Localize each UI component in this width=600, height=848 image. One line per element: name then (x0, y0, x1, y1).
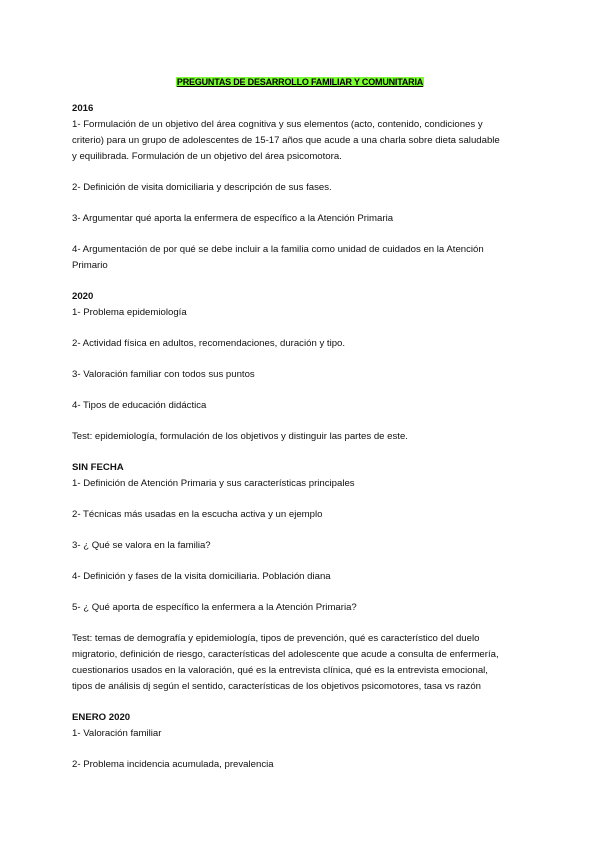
question-sin-fecha-5: 5- ¿ Qué aporta de específico la enfermera a la Atención Primaria? (72, 602, 357, 613)
question-enero-2020-2: 2- Problema incidencia acumulada, prevalencia (72, 759, 274, 770)
section-heading-2016: 2016 (72, 103, 94, 114)
test-2020: Test: epidemiología, formulación de los objetivos y distinguir las partes de este. (72, 431, 408, 442)
section-heading-2020: 2020 (72, 291, 94, 302)
document-title (0, 72, 600, 90)
question-2020-4: 4- Tipos de educación didáctica (72, 400, 207, 411)
document-title-text: PREGUNTAS DE DESARROLLO FAMILIAR Y COMUNITARIA (176, 77, 424, 87)
test-sin-fecha-line-4: tipos de análisis dį según el sentido, características de los objetivos psicomotores, tasa vs razón (72, 681, 482, 692)
test-sin-fecha-line-3: cuestionarios usados en la valoración, qué es la entrevista clínica, qué es la entrevista emocional, (72, 665, 488, 676)
question-sin-fecha-1: 1- Definición de Atención Primaria y sus características principales (72, 478, 355, 489)
question-2016-3: 3- Argumentar qué aporta la enfermera de específico a la Atención Primaria (72, 213, 394, 224)
question-2016-1-line-2: criterio) para un grupo de adolescentes de 15-17 años que acude a una charla sobre dieta saludable (72, 135, 500, 146)
section-heading-enero-2020: ENERO 2020 (72, 712, 131, 723)
question-2016-1-line-3: y equilibrada. Formulación de un objetivo del área psicomotora. (72, 151, 342, 162)
question-sin-fecha-3: 3- ¿ Qué se valora en la familia? (72, 540, 211, 551)
section-heading-sin-fecha: SIN FECHA (72, 462, 124, 473)
question-enero-2020-1: 1- Valoración familiar (72, 728, 162, 739)
question-2016-2: 2- Definición de visita domiciliaria y descripción de sus fases. (72, 182, 332, 193)
test-sin-fecha-line-1: Test: temas de demografía y epidemiología, tipos de prevención, qué es característico del duelo (72, 633, 480, 644)
test-sin-fecha-line-2: migratorio, definición de riesgo, características del adolescente que acude a consulta de enfermería, (72, 649, 499, 660)
question-sin-fecha-2: 2- Técnicas más usadas en la escucha activa y un ejemplo (72, 509, 323, 520)
question-2020-2: 2- Actividad física en adultos, recomendaciones, duración y tipo. (72, 338, 346, 349)
question-2016-4-line-2: Primario (72, 260, 108, 271)
question-sin-fecha-4: 4- Definición y fases de la visita domiciliaria. Población diana (72, 571, 331, 582)
question-2020-3: 3- Valoración familiar con todos sus puntos (72, 369, 255, 380)
question-2016-4-line-1: 4- Argumentación de por qué se debe incluir a la familia como unidad de cuidados en la Atención (72, 244, 484, 255)
question-2016-1-line-1: 1- Formulación de un objetivo del área cognitiva y sus elementos (acto, contenido, condiciones y (72, 119, 483, 130)
question-2020-1: 1- Problema epidemiología (72, 307, 187, 318)
